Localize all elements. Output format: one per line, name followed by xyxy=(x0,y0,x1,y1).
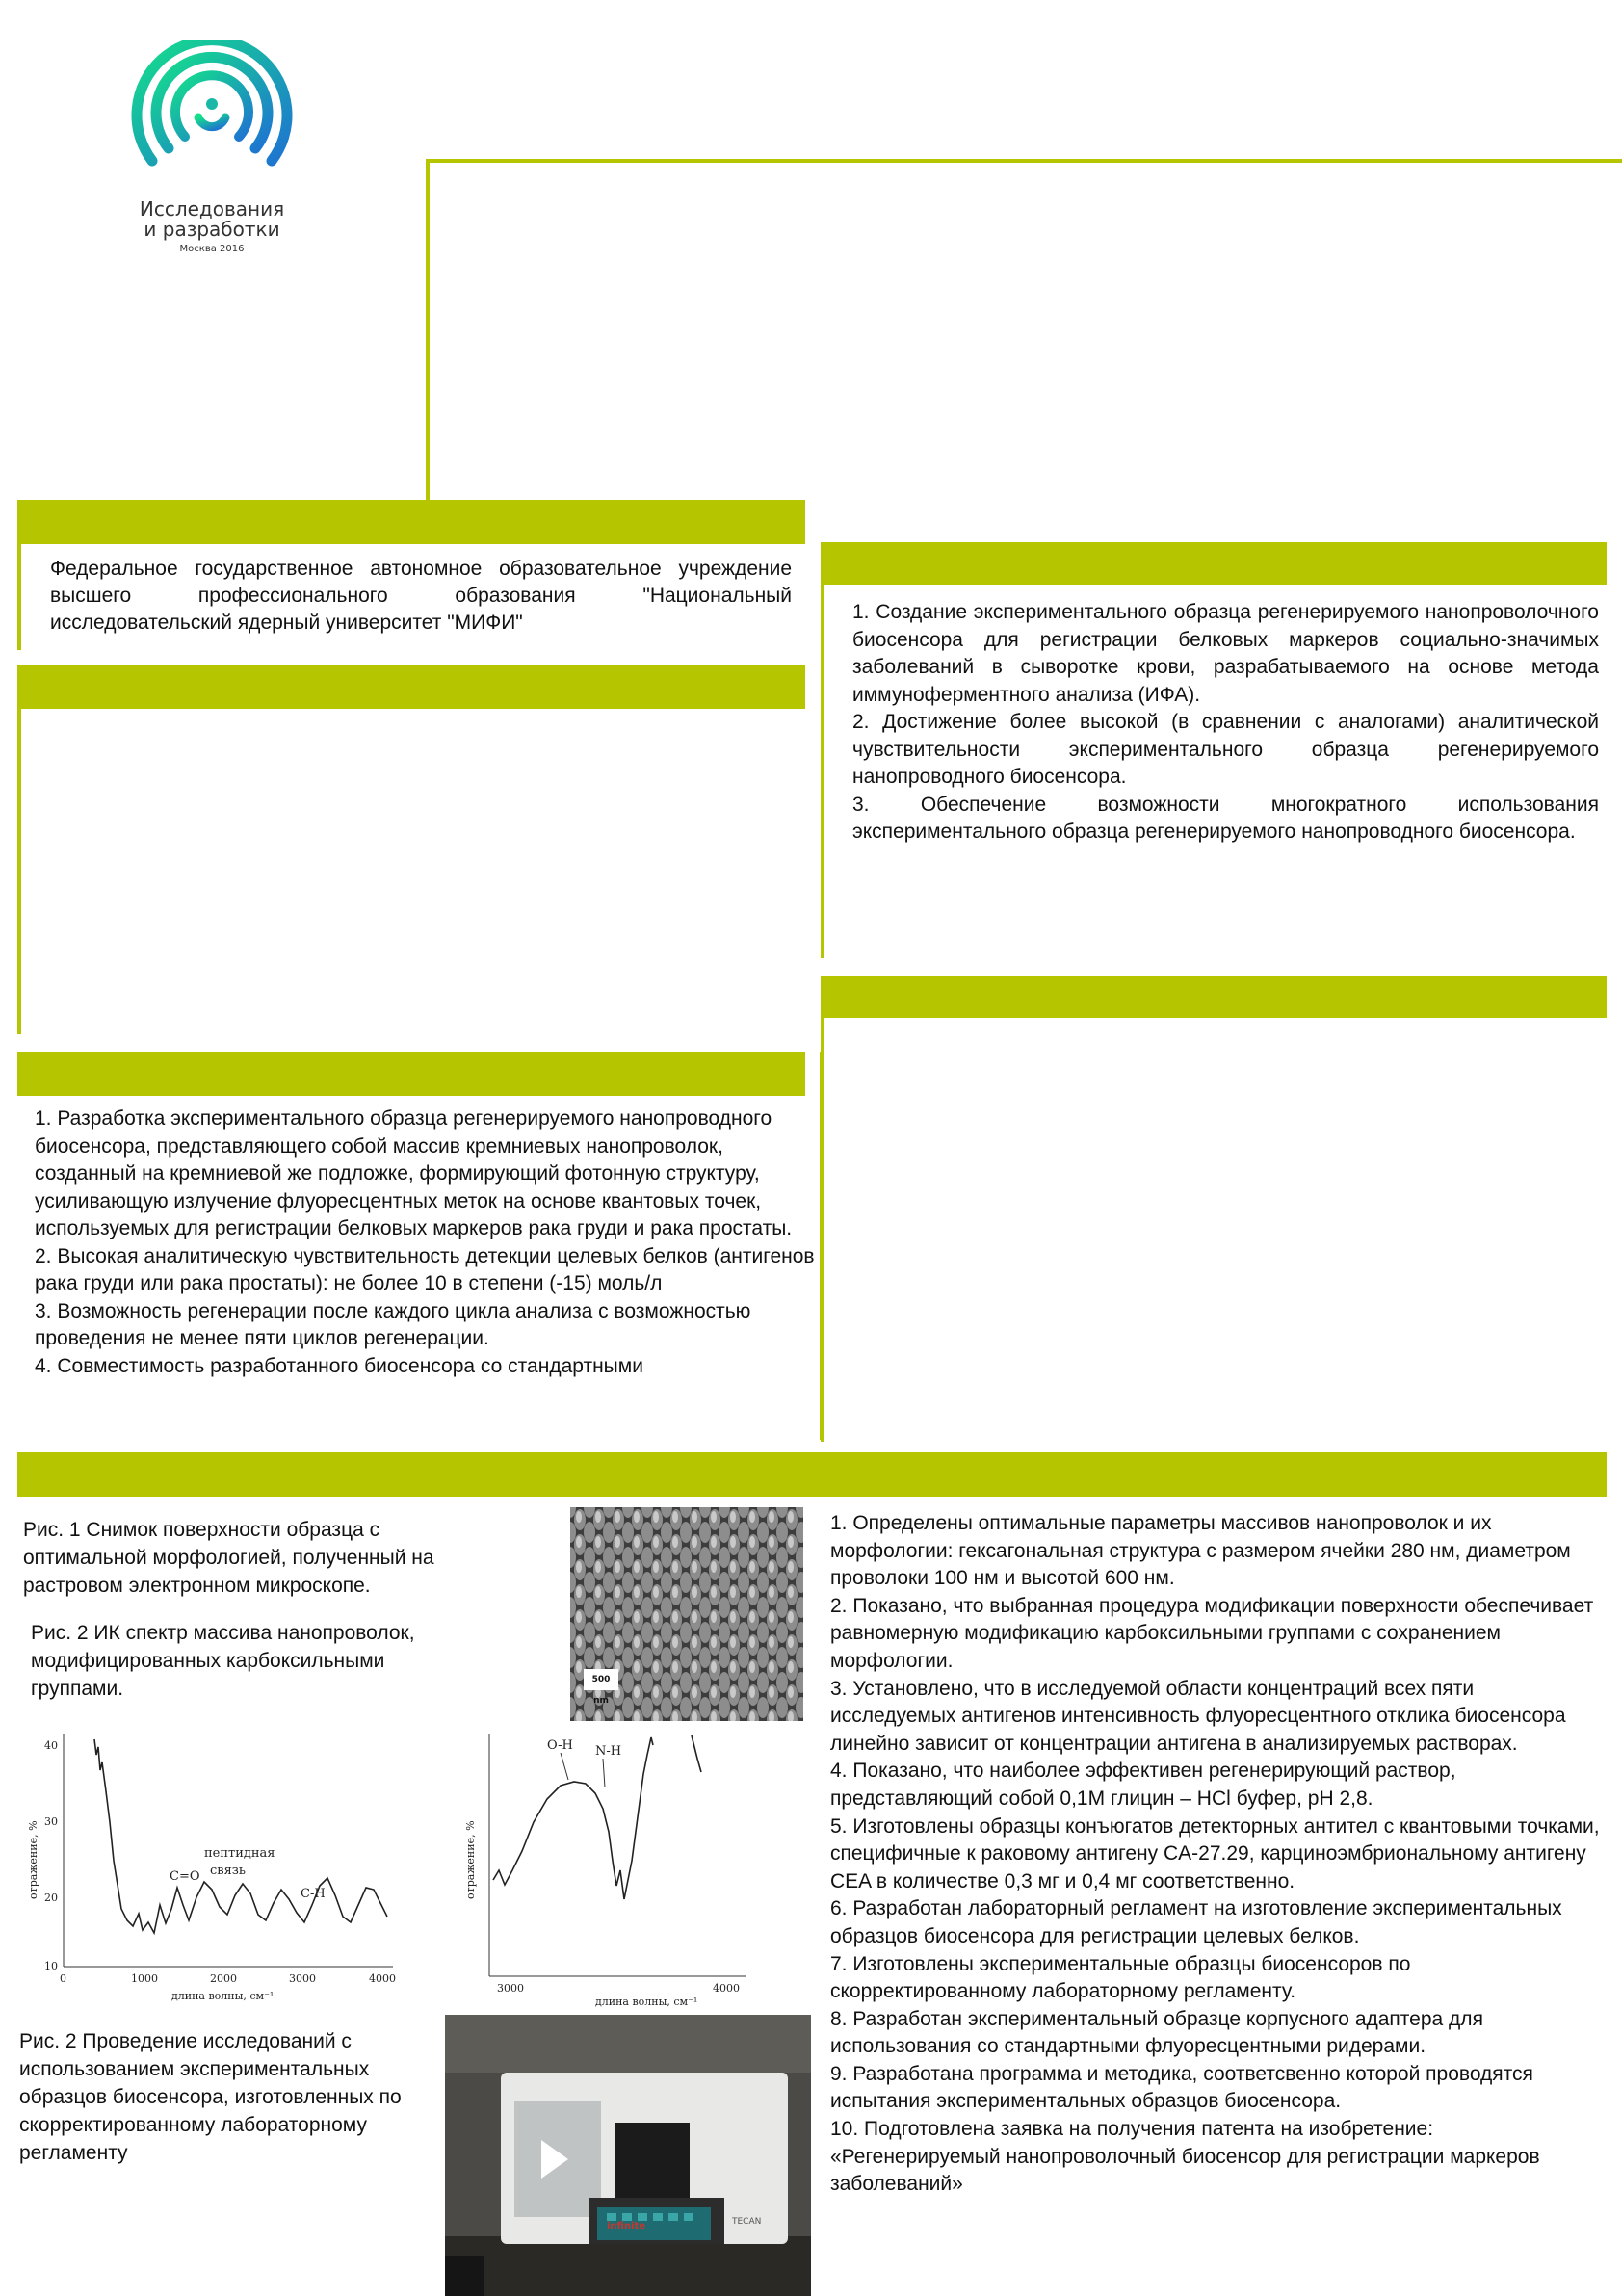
fluorescence-reader-icon xyxy=(445,2015,811,2296)
logo-city-year: Москва 2016 xyxy=(179,244,245,254)
device-sticker-label: TECAN xyxy=(732,2217,762,2227)
annotation-ch: C-H xyxy=(301,1887,326,1901)
ytick-30: 30 xyxy=(44,1815,58,1828)
result-item-6: 6. Разработан лабораторный регламент на изготовление экспериментальных образцов биосенсора для регистрации целевых белков. xyxy=(830,1897,1562,1947)
xtick-3000: 3000 xyxy=(289,1972,316,1985)
annotation-nh-pointer xyxy=(603,1759,605,1787)
ytick-10: 10 xyxy=(44,1960,58,1972)
result-item-7: 7. Изготовлены экспериментальные образцы биосенсоров по скорректированному лабораторному регламенту. xyxy=(830,1952,1411,2003)
expected-results-header xyxy=(17,1052,805,1096)
expected-item-3: 3. Возможность регенерации после каждого цикла анализа с возможностью проведения не менее пяти циклов регенерации. xyxy=(35,1299,751,1349)
fig1-caption: Рис. 1 Снимок поверхности образца с оптимальной морфологией, полученный на растровом электронном микроскопе. xyxy=(23,1519,434,1597)
ytick-20: 20 xyxy=(44,1892,58,1904)
xtick-4000-2: 4000 xyxy=(713,1982,740,1995)
sem-image xyxy=(570,1507,803,1721)
expected-item-4: 4. Совместимость разработанного биосенсора со стандартными xyxy=(35,1354,643,1377)
spectrum-2-line xyxy=(493,1737,653,1899)
sem-scale-label: 500 nm xyxy=(591,1675,611,1706)
org-section-header xyxy=(17,500,805,544)
section-header-2 xyxy=(17,665,805,709)
title-frame-top-line xyxy=(426,159,1622,163)
ir-spectrum-chart-1 xyxy=(27,1716,412,2010)
result-item-4: 4. Показано, что наиболее эффективен регенерирующий раствор, представляющий собой 0,1М глицин – HCl буфер, pH 2,8. xyxy=(830,1760,1456,1810)
x-axis-label: длина волны, см⁻¹ xyxy=(171,1990,275,2002)
annotation-nh: N-H xyxy=(595,1744,622,1759)
ytick-40: 40 xyxy=(44,1739,58,1752)
device-photo xyxy=(445,2015,811,2296)
xtick-0: 0 xyxy=(60,1972,66,1985)
xtick-4000: 4000 xyxy=(369,1972,396,1985)
goal-item-3: 3. Обеспечение возможности многократного использования экспериментального образца регенерируемого нанопроводного биосенсора. xyxy=(852,793,1599,843)
annotation-oh: O-H xyxy=(547,1738,573,1753)
result-item-3: 3. Установлено, что в исследуемой области концентраций всех пяти исследуемых антигенов интенсивность флуоресцентного отклика биосенсора линейно зависит от концентрации антигена в анализируемых растворах. xyxy=(830,1677,1566,1755)
org-description xyxy=(50,556,792,637)
logo-mark-icon xyxy=(125,40,299,199)
expected-item-1: 1. Разработка экспериментального образца регенерируемого нанопроводного биосенсора, представляющего собой массив кремниевых нанопроволок, созданный на кремниевой же подложке, формирующий фотонную структуру, усиливающую излучение флуоресцентных меток на основе квантовых точек, используемых для регистрации белковых маркеров рака груди и рака простаты. xyxy=(35,1108,793,1239)
goal-item-2: 2. Достижение более высокой (в сравнении с аналогами) аналитической чувствительности экспериментального образца регенерируемого нанопроводного биосенсора. xyxy=(852,711,1599,788)
expected-item-2: 2. Высокая аналитическую чувствительность детекции целевых белков (антигенов рака груди или рака простаты): не более 10 в степени (-15) моль/л xyxy=(35,1244,815,1294)
y-axis-label: отражение, % xyxy=(27,1820,39,1899)
expected-results-list xyxy=(35,1106,824,1443)
annotation-peptide-1: пептидная xyxy=(204,1846,275,1861)
goals-left-line xyxy=(821,585,824,958)
xtick-3000-2: 3000 xyxy=(497,1982,524,1995)
fig2-caption: Рис. 2 ИК спектр массива нанопроволок, модифицированных карбоксильными группами. xyxy=(31,1619,435,1703)
org-text: Федеральное государственное автономное образовательное учреждение высшего профессионального образования "Национальный исследовательский ядерный университет "МИФИ" xyxy=(50,558,792,634)
annotation-peptide-2: связь xyxy=(210,1864,246,1878)
result-item-10: 10. Подготовлена заявка на получения патента на изобретение: «Регенерируемый нанопроволочный биосенсор для регистрации маркеров заболеваний» xyxy=(830,2118,1540,2196)
ir-spectrum-chart-2 xyxy=(460,1716,751,2010)
spectrum-2-tail xyxy=(692,1735,701,1772)
sem-scale-bar xyxy=(584,1669,618,1706)
org-section-left-line xyxy=(17,544,21,650)
result-item-9: 9. Разработана программа и методика, соответсвенно которой проводятся испытания экспериментальных образцов биосенсора. xyxy=(830,2062,1533,2113)
results-list xyxy=(830,1510,1601,2199)
results-section-header xyxy=(17,1452,1607,1497)
x-axis-label-2: длина волны, см⁻¹ xyxy=(595,1996,698,2008)
goals-list xyxy=(852,599,1599,847)
result-item-2: 2. Показано, что выбранная процедура модификации поверхности обеспечивает равномерную модификацию карбоксильными группами с сохранением морфологии. xyxy=(830,1594,1594,1672)
result-item-1: 1. Определены оптимальные параметры массивов нанопроволок и их морфологии: гексагональная структура с размером ячейки 280 нм, диаметром проволоки 100 нм и высотой 600 нм. xyxy=(830,1512,1571,1590)
xtick-2000: 2000 xyxy=(210,1972,237,1985)
section-2-left-line xyxy=(17,709,21,1034)
result-item-8: 8. Разработан экспериментальный образце корпусного адаптера для использования со стандартными флуоресцентными ридерами. xyxy=(830,2007,1483,2058)
goal-item-1: 1. Создание экспериментального образца регенерируемого нанопроволочного биосенсора для регистрации белковых маркеров социально-значимых заболеваний в сыворотке крови, разрабатываемого на основе метода иммуноферментного анализа (ИФА). xyxy=(852,601,1599,706)
section-header-right-2 xyxy=(821,976,1607,1018)
result-item-5: 5. Изготовлены образцы конъюгатов детекторных антител с квантовыми точками, специфичные к раковому антигену CA-27.29, карциноэмбриональному антигену CEA в количестве 0,3 мг и 0,4 мг соответственно. xyxy=(830,1814,1600,1892)
y-axis-label-2: отражение, % xyxy=(464,1820,477,1899)
logo-title-line2: и разработки xyxy=(144,218,280,241)
section-right-2-left-line xyxy=(821,1018,824,1442)
title-frame-left-line xyxy=(426,161,430,500)
xtick-1000: 1000 xyxy=(131,1972,158,1985)
logo-title-line1: Исследования xyxy=(139,197,285,221)
fig3-caption: Рис. 2 Проведение исследований с использованием экспериментальных образцов биосенсора, изготовленных по скорректированному лабораторному регламенту xyxy=(19,2030,402,2164)
annotation-co: C=O xyxy=(170,1869,200,1884)
goals-section-header xyxy=(821,542,1607,585)
spectrum-1-line xyxy=(94,1739,387,1933)
annotation-oh-pointer xyxy=(561,1753,568,1780)
device-brand-label: infinite xyxy=(607,2221,646,2231)
